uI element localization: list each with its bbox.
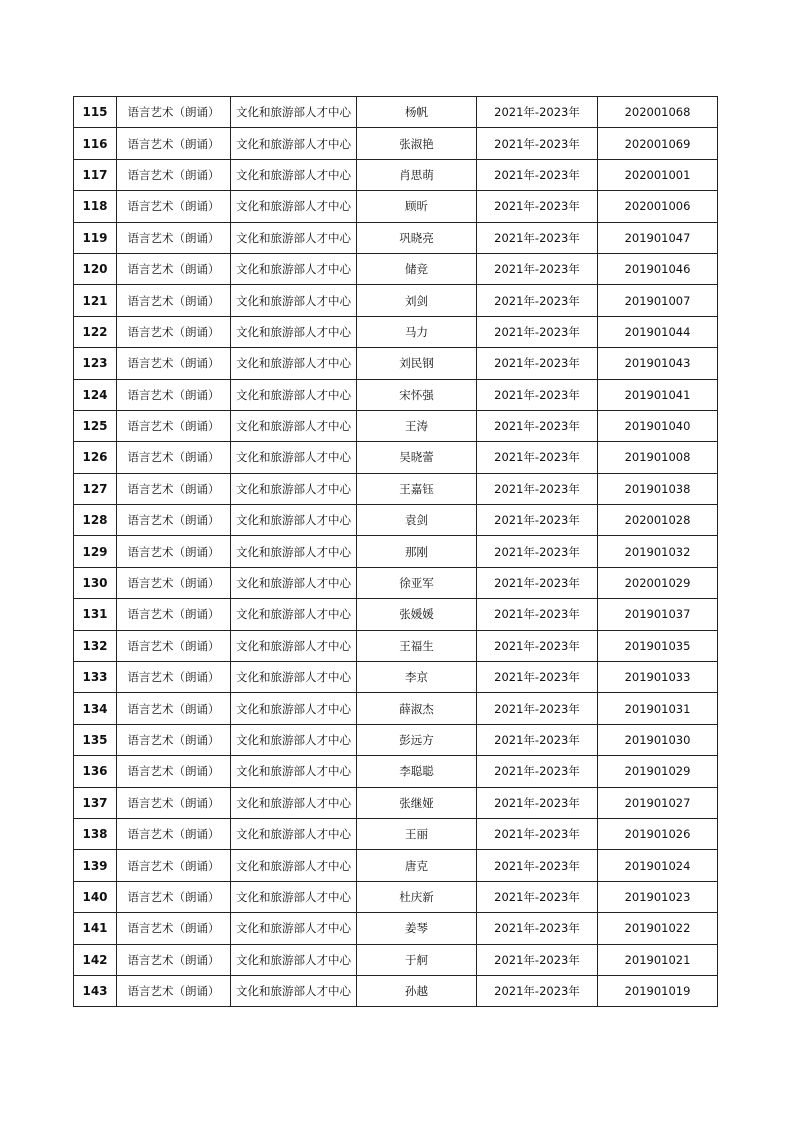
row-number-cell: 122	[74, 316, 117, 347]
category-cell: 语言艺术（朗诵）	[117, 442, 231, 473]
roster-table-body	[74, 97, 718, 1007]
period-cell: 2021年-2023年	[477, 787, 598, 818]
row-number-cell: 117	[74, 159, 117, 190]
category-cell: 语言艺术（朗诵）	[117, 473, 231, 504]
table-row	[74, 630, 718, 661]
period-cell: 2021年-2023年	[477, 379, 598, 410]
unit-cell: 文化和旅游部人才中心	[231, 285, 357, 316]
name-cell: 那刚	[357, 536, 477, 567]
unit-cell: 文化和旅游部人才中心	[231, 159, 357, 190]
code-cell: 202001006	[598, 191, 718, 222]
code-cell: 202001029	[598, 567, 718, 598]
name-cell: 宋怀强	[357, 379, 477, 410]
period-cell: 2021年-2023年	[477, 442, 598, 473]
code-cell: 201901033	[598, 662, 718, 693]
table-row	[74, 975, 718, 1006]
code-cell: 202001068	[598, 97, 718, 128]
code-cell: 201901032	[598, 536, 718, 567]
unit-cell: 文化和旅游部人才中心	[231, 222, 357, 253]
code-cell: 201901008	[598, 442, 718, 473]
table-row	[74, 693, 718, 724]
table-row	[74, 662, 718, 693]
unit-cell: 文化和旅游部人才中心	[231, 787, 357, 818]
category-cell: 语言艺术（朗诵）	[117, 567, 231, 598]
row-number-cell: 134	[74, 693, 117, 724]
period-cell: 2021年-2023年	[477, 191, 598, 222]
row-number-cell: 121	[74, 285, 117, 316]
name-cell: 张继娅	[357, 787, 477, 818]
table-row	[74, 191, 718, 222]
name-cell: 张媛媛	[357, 599, 477, 630]
code-cell: 201901035	[598, 630, 718, 661]
period-cell: 2021年-2023年	[477, 285, 598, 316]
code-cell: 201901019	[598, 975, 718, 1006]
row-number-cell: 127	[74, 473, 117, 504]
category-cell: 语言艺术（朗诵）	[117, 159, 231, 190]
row-number-cell: 119	[74, 222, 117, 253]
unit-cell: 文化和旅游部人才中心	[231, 567, 357, 598]
category-cell: 语言艺术（朗诵）	[117, 724, 231, 755]
unit-cell: 文化和旅游部人才中心	[231, 97, 357, 128]
unit-cell: 文化和旅游部人才中心	[231, 693, 357, 724]
table-row	[74, 881, 718, 912]
category-cell: 语言艺术（朗诵）	[117, 913, 231, 944]
period-cell: 2021年-2023年	[477, 410, 598, 441]
code-cell: 202001069	[598, 128, 718, 159]
period-cell: 2021年-2023年	[477, 913, 598, 944]
name-cell: 姜琴	[357, 913, 477, 944]
table-row	[74, 505, 718, 536]
unit-cell: 文化和旅游部人才中心	[231, 410, 357, 441]
unit-cell: 文化和旅游部人才中心	[231, 881, 357, 912]
table-row	[74, 348, 718, 379]
name-cell: 薛淑杰	[357, 693, 477, 724]
code-cell: 201901038	[598, 473, 718, 504]
category-cell: 语言艺术（朗诵）	[117, 850, 231, 881]
code-cell: 201901021	[598, 944, 718, 975]
table-row	[74, 159, 718, 190]
table-row	[74, 818, 718, 849]
period-cell: 2021年-2023年	[477, 944, 598, 975]
name-cell: 王丽	[357, 818, 477, 849]
category-cell: 语言艺术（朗诵）	[117, 787, 231, 818]
table-row	[74, 222, 718, 253]
period-cell: 2021年-2023年	[477, 505, 598, 536]
code-cell: 201901007	[598, 285, 718, 316]
table-row	[74, 316, 718, 347]
row-number-cell: 135	[74, 724, 117, 755]
table-row	[74, 536, 718, 567]
code-cell: 201901043	[598, 348, 718, 379]
period-cell: 2021年-2023年	[477, 881, 598, 912]
row-number-cell: 138	[74, 818, 117, 849]
table-row	[74, 787, 718, 818]
row-number-cell: 115	[74, 97, 117, 128]
category-cell: 语言艺术（朗诵）	[117, 536, 231, 567]
row-number-cell: 136	[74, 756, 117, 787]
table-row	[74, 724, 718, 755]
code-cell: 202001028	[598, 505, 718, 536]
name-cell: 巩晓亮	[357, 222, 477, 253]
category-cell: 语言艺术（朗诵）	[117, 944, 231, 975]
row-number-cell: 116	[74, 128, 117, 159]
unit-cell: 文化和旅游部人才中心	[231, 818, 357, 849]
code-cell: 201901031	[598, 693, 718, 724]
unit-cell: 文化和旅游部人才中心	[231, 505, 357, 536]
code-cell: 201901041	[598, 379, 718, 410]
period-cell: 2021年-2023年	[477, 348, 598, 379]
period-cell: 2021年-2023年	[477, 599, 598, 630]
unit-cell: 文化和旅游部人才中心	[231, 662, 357, 693]
code-cell: 201901023	[598, 881, 718, 912]
name-cell: 王福生	[357, 630, 477, 661]
name-cell: 马力	[357, 316, 477, 347]
roster-table	[73, 96, 718, 1007]
name-cell: 徐亚军	[357, 567, 477, 598]
period-cell: 2021年-2023年	[477, 818, 598, 849]
code-cell: 201901026	[598, 818, 718, 849]
period-cell: 2021年-2023年	[477, 97, 598, 128]
row-number-cell: 129	[74, 536, 117, 567]
table-row	[74, 442, 718, 473]
unit-cell: 文化和旅游部人才中心	[231, 756, 357, 787]
table-row	[74, 913, 718, 944]
table-row	[74, 97, 718, 128]
category-cell: 语言艺术（朗诵）	[117, 348, 231, 379]
code-cell: 201901029	[598, 756, 718, 787]
code-cell: 201901030	[598, 724, 718, 755]
table-row	[74, 128, 718, 159]
table-row	[74, 756, 718, 787]
category-cell: 语言艺术（朗诵）	[117, 191, 231, 222]
period-cell: 2021年-2023年	[477, 567, 598, 598]
name-cell: 彭远方	[357, 724, 477, 755]
row-number-cell: 130	[74, 567, 117, 598]
row-number-cell: 137	[74, 787, 117, 818]
row-number-cell: 131	[74, 599, 117, 630]
code-cell: 201901022	[598, 913, 718, 944]
unit-cell: 文化和旅游部人才中心	[231, 128, 357, 159]
table-row	[74, 379, 718, 410]
table-row	[74, 410, 718, 441]
table-row	[74, 944, 718, 975]
name-cell: 唐克	[357, 850, 477, 881]
row-number-cell: 128	[74, 505, 117, 536]
row-number-cell: 120	[74, 253, 117, 284]
name-cell: 李京	[357, 662, 477, 693]
category-cell: 语言艺术（朗诵）	[117, 285, 231, 316]
category-cell: 语言艺术（朗诵）	[117, 756, 231, 787]
period-cell: 2021年-2023年	[477, 128, 598, 159]
category-cell: 语言艺术（朗诵）	[117, 316, 231, 347]
table-row	[74, 850, 718, 881]
period-cell: 2021年-2023年	[477, 159, 598, 190]
unit-cell: 文化和旅游部人才中心	[231, 850, 357, 881]
table-row	[74, 285, 718, 316]
unit-cell: 文化和旅游部人才中心	[231, 630, 357, 661]
unit-cell: 文化和旅游部人才中心	[231, 473, 357, 504]
name-cell: 王涛	[357, 410, 477, 441]
category-cell: 语言艺术（朗诵）	[117, 410, 231, 441]
name-cell: 肖思萌	[357, 159, 477, 190]
category-cell: 语言艺术（朗诵）	[117, 975, 231, 1006]
name-cell: 顾昕	[357, 191, 477, 222]
unit-cell: 文化和旅游部人才中心	[231, 442, 357, 473]
name-cell: 刘剑	[357, 285, 477, 316]
row-number-cell: 133	[74, 662, 117, 693]
name-cell: 杨帆	[357, 97, 477, 128]
category-cell: 语言艺术（朗诵）	[117, 693, 231, 724]
period-cell: 2021年-2023年	[477, 756, 598, 787]
unit-cell: 文化和旅游部人才中心	[231, 724, 357, 755]
table-row	[74, 253, 718, 284]
name-cell: 王嘉钰	[357, 473, 477, 504]
period-cell: 2021年-2023年	[477, 253, 598, 284]
row-number-cell: 140	[74, 881, 117, 912]
table-row	[74, 567, 718, 598]
category-cell: 语言艺术（朗诵）	[117, 97, 231, 128]
category-cell: 语言艺术（朗诵）	[117, 379, 231, 410]
name-cell: 吴晓蕾	[357, 442, 477, 473]
unit-cell: 文化和旅游部人才中心	[231, 536, 357, 567]
period-cell: 2021年-2023年	[477, 222, 598, 253]
code-cell: 201901040	[598, 410, 718, 441]
period-cell: 2021年-2023年	[477, 693, 598, 724]
unit-cell: 文化和旅游部人才中心	[231, 191, 357, 222]
period-cell: 2021年-2023年	[477, 850, 598, 881]
row-number-cell: 124	[74, 379, 117, 410]
name-cell: 李聪聪	[357, 756, 477, 787]
name-cell: 袁剑	[357, 505, 477, 536]
period-cell: 2021年-2023年	[477, 316, 598, 347]
row-number-cell: 139	[74, 850, 117, 881]
code-cell: 201901027	[598, 787, 718, 818]
code-cell: 202001001	[598, 159, 718, 190]
period-cell: 2021年-2023年	[477, 630, 598, 661]
unit-cell: 文化和旅游部人才中心	[231, 348, 357, 379]
unit-cell: 文化和旅游部人才中心	[231, 316, 357, 347]
code-cell: 201901044	[598, 316, 718, 347]
period-cell: 2021年-2023年	[477, 724, 598, 755]
unit-cell: 文化和旅游部人才中心	[231, 599, 357, 630]
name-cell: 杜庆新	[357, 881, 477, 912]
category-cell: 语言艺术（朗诵）	[117, 599, 231, 630]
category-cell: 语言艺术（朗诵）	[117, 222, 231, 253]
name-cell: 孙越	[357, 975, 477, 1006]
category-cell: 语言艺术（朗诵）	[117, 818, 231, 849]
row-number-cell: 118	[74, 191, 117, 222]
category-cell: 语言艺术（朗诵）	[117, 505, 231, 536]
row-number-cell: 142	[74, 944, 117, 975]
row-number-cell: 125	[74, 410, 117, 441]
row-number-cell: 143	[74, 975, 117, 1006]
category-cell: 语言艺术（朗诵）	[117, 662, 231, 693]
unit-cell: 文化和旅游部人才中心	[231, 975, 357, 1006]
category-cell: 语言艺术（朗诵）	[117, 128, 231, 159]
code-cell: 201901037	[598, 599, 718, 630]
unit-cell: 文化和旅游部人才中心	[231, 913, 357, 944]
row-number-cell: 123	[74, 348, 117, 379]
name-cell: 于舸	[357, 944, 477, 975]
row-number-cell: 126	[74, 442, 117, 473]
category-cell: 语言艺术（朗诵）	[117, 881, 231, 912]
row-number-cell: 132	[74, 630, 117, 661]
table-row	[74, 599, 718, 630]
table-row	[74, 473, 718, 504]
category-cell: 语言艺术（朗诵）	[117, 630, 231, 661]
period-cell: 2021年-2023年	[477, 662, 598, 693]
period-cell: 2021年-2023年	[477, 473, 598, 504]
unit-cell: 文化和旅游部人才中心	[231, 379, 357, 410]
name-cell: 储竞	[357, 253, 477, 284]
period-cell: 2021年-2023年	[477, 975, 598, 1006]
code-cell: 201901046	[598, 253, 718, 284]
period-cell: 2021年-2023年	[477, 536, 598, 567]
category-cell: 语言艺术（朗诵）	[117, 253, 231, 284]
unit-cell: 文化和旅游部人才中心	[231, 944, 357, 975]
row-number-cell: 141	[74, 913, 117, 944]
code-cell: 201901047	[598, 222, 718, 253]
name-cell: 刘民钢	[357, 348, 477, 379]
code-cell: 201901024	[598, 850, 718, 881]
unit-cell: 文化和旅游部人才中心	[231, 253, 357, 284]
name-cell: 张淑艳	[357, 128, 477, 159]
